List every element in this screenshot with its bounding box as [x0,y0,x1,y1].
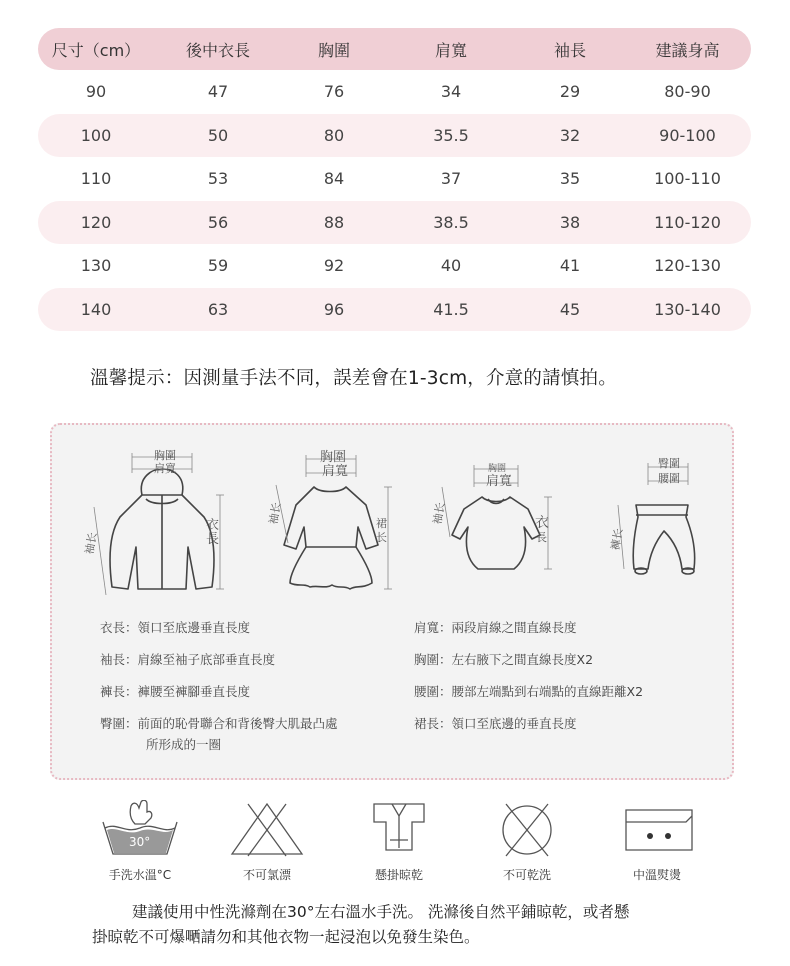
definition-skirt: 裙長：領口至底邊的垂直長度 [414,716,577,731]
no-bleach-icon [222,800,312,858]
table-cell: 120-130 [654,256,721,276]
table-cell: 80 [323,125,345,145]
table-cell: 96 [323,299,345,319]
jacket-label-chest: 胸圍 [154,449,176,462]
table-cell: 63 [207,299,229,319]
definition-sleeve: 袖長：肩線至袖子底部垂直長度 [100,652,276,667]
table-cell: 100 [80,125,112,145]
romper-icon [432,457,572,587]
header-height: 建議身高 [655,40,720,60]
care-iron [602,800,712,883]
table-cell: 80-90 [664,82,711,102]
dress-icon [262,447,402,597]
care-label-iron: 中溫熨燙 [632,868,681,882]
care-label-hand-wash: 手洗水溫°C [108,868,172,882]
table-cell: 50 [207,125,229,145]
jacket-label-length-a: 衣 [206,518,220,533]
definition-length: 衣長：領口至底邊垂直長度 [100,620,251,635]
romper-label-length-a: 衣 [535,515,549,531]
dress-label-sleeve: 袖长 [266,501,284,526]
table-cell: 140 [80,299,112,319]
care-label-hang-dry: 懸掛晾乾 [374,868,423,882]
romper-label-sleeve: 袖长 [430,501,448,526]
pants-label-waist: 腰圍 [658,472,680,485]
dress-label-skirt-a: 裙 [376,517,387,530]
table-cell: 45 [559,299,581,319]
table-cell: 120 [80,212,112,232]
hand-wash-30-icon [95,800,185,858]
table-cell: 90 [85,82,107,102]
care-label-no-dry-clean: 不可乾洗 [502,868,551,882]
table-cell: 92 [323,256,345,276]
table-cell: 100-110 [654,169,721,189]
header-sleeve: 袖長 [553,40,586,60]
care-hand-wash [85,800,195,883]
definition-hip-cont: 所形成的一圈 [146,737,222,752]
table-row [38,201,751,245]
table-cell: 59 [207,256,229,276]
no-dry-clean-icon [482,800,572,858]
jacket-label-sleeve: 袖长 [82,531,100,556]
hang-dry-icon [354,800,444,858]
table-cell: 29 [559,82,581,102]
dress-label-skirt-b: 长 [376,531,387,544]
table-cell: 40 [440,256,462,276]
table-cell: 35 [559,169,581,189]
wash-temp: 30° [129,835,151,849]
header-size: 尺寸（cm） [51,40,141,60]
definition-waist: 腰圍：腰部左端點到右端點的直線距離X2 [414,684,644,699]
header-shoulder: 肩寬 [434,40,467,60]
wash-advice [92,900,732,950]
size-table [38,28,751,331]
table-cell: 47 [207,82,229,102]
table-cell: 41 [559,256,581,276]
care-no-dry-clean [472,800,582,883]
table-cell: 130 [80,256,112,276]
advice-line-2: 掛晾乾不可爆嗮請勿和其他衣物一起浸泡以免發生染色。 [92,928,480,946]
care-label-no-bleach: 不可氯漂 [242,868,291,882]
dress-figure [262,447,402,601]
table-cell: 90-100 [659,125,716,145]
table-cell: 35.5 [433,125,469,145]
pants-figure [602,453,712,597]
table-cell: 56 [207,212,229,232]
table-cell: 41.5 [433,299,469,319]
iron-medium-icon [612,800,702,858]
dress-label-chest: 胸圍 [320,450,347,465]
romper-label-length-b: 長 [536,531,547,544]
romper-label-chest: 胸圍 [488,464,507,474]
jacket-figure [80,447,240,601]
table-cell: 76 [323,82,345,102]
definition-hip: 臀圍：前面的恥骨聯合和背後臀大肌最凸處 [100,716,338,731]
table-header [38,28,751,70]
romper-label-shoulder: 肩寬 [486,474,513,489]
table-cell: 88 [323,212,345,232]
definition-chest: 胸圍：左右腋下之間直線長度X2 [414,652,594,667]
table-row [38,70,751,114]
jacket-label-length-b: 長 [206,532,220,547]
table-cell: 32 [559,125,581,145]
pants-label-hip: 臀圍 [658,457,680,470]
table-cell: 110-120 [654,212,721,232]
header-chest: 胸圍 [317,40,350,60]
table-cell: 38 [559,212,581,232]
pants-icon [602,453,712,593]
advice-line-1: 建議使用中性洗滌劑在30°左右溫水手洗。 洗滌後自然平鋪晾乾，或者懸 [132,903,630,921]
table-cell: 38.5 [433,212,469,232]
table-cell: 84 [323,169,345,189]
table-row [38,244,751,288]
measurement-guide [50,423,734,780]
romper-figure [432,457,572,591]
definition-shoulder: 肩寬：兩段肩線之間直線長度 [414,620,577,635]
table-row [38,157,751,201]
header-back-length: 後中衣長 [185,40,250,60]
table-row [38,114,751,158]
definition-pants: 褲長：褲腰至褲腳垂直長度 [100,684,251,699]
table-cell: 110 [80,169,112,189]
table-cell: 130-140 [654,299,721,319]
table-row [38,288,751,332]
table-cell: 37 [440,169,462,189]
hooded-jacket-icon [80,447,240,597]
table-cell: 34 [440,82,462,102]
jacket-label-shoulder: 肩寬 [154,462,176,475]
pants-label-length: 褲长 [608,527,626,552]
dress-label-shoulder: 肩寬 [322,464,349,479]
table-cell: 53 [207,169,229,189]
measurement-tip: 溫馨提示：因測量手法不同，誤差會在1-3cm，介意的請慎拍。 [90,368,617,389]
care-no-bleach [212,800,322,883]
care-hang-dry [344,800,454,883]
